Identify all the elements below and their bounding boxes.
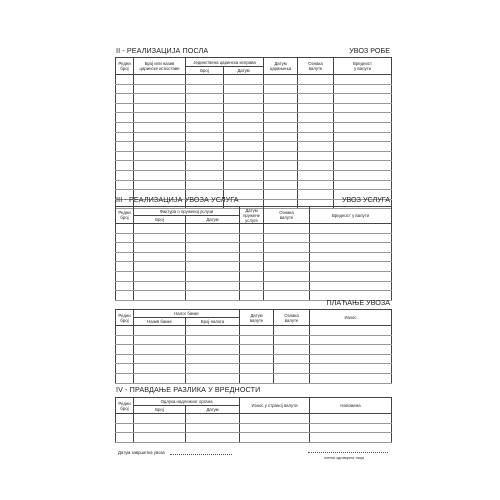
table-row (116, 75, 392, 85)
table-row (116, 335, 392, 345)
blank-cell[interactable] (264, 224, 310, 234)
blank-cell[interactable] (186, 262, 240, 272)
blank-cell[interactable] (134, 281, 186, 291)
section-2-label: УВОЗ РОБЕ (349, 46, 390, 55)
table-row (116, 326, 392, 336)
header-foreign-amount: Износ у страној валути (240, 398, 310, 414)
blank-cell[interactable] (116, 345, 134, 355)
header-order-number: Број налога (186, 318, 240, 326)
table-row (116, 170, 392, 180)
blank-cell[interactable] (116, 414, 134, 424)
blank-cell[interactable] (298, 151, 334, 161)
goods-import-table (115, 57, 392, 209)
blank-cell[interactable] (134, 243, 186, 253)
blank-cell[interactable] (274, 335, 310, 345)
blank-cell[interactable] (186, 122, 224, 132)
blank-cell[interactable] (134, 122, 186, 132)
header-value: Вредност у валути (334, 58, 392, 75)
table-row (116, 373, 392, 383)
table-row (116, 180, 392, 190)
blank-cell[interactable] (240, 281, 264, 291)
header-amount: Износ (310, 310, 392, 326)
header-currency: Ознака валуте (274, 310, 310, 326)
blank-cell[interactable] (186, 142, 224, 152)
blank-cell[interactable] (224, 132, 264, 142)
blank-cell[interactable] (186, 103, 224, 113)
header-ordinal: Редни број (116, 398, 134, 414)
blank-cell[interactable] (134, 345, 186, 355)
blank-cell[interactable] (116, 423, 134, 433)
goods-import-rows (116, 75, 392, 209)
blank-cell[interactable] (186, 414, 240, 424)
blank-cell[interactable] (240, 345, 274, 355)
blank-cell[interactable] (186, 180, 224, 190)
blank-cell[interactable] (116, 180, 134, 190)
blank-cell[interactable] (116, 252, 134, 262)
payment-rows (116, 326, 392, 384)
payment-table (115, 309, 392, 384)
header-customs-document: Јединствена царинска исправа (186, 58, 264, 67)
blank-cell[interactable] (186, 354, 240, 364)
blank-cell[interactable] (186, 433, 240, 443)
blank-cell[interactable] (264, 262, 310, 272)
blank-cell[interactable] (298, 190, 334, 200)
signature-label: потпис одговорног лица (324, 456, 364, 460)
table-row (116, 233, 392, 243)
blank-cell[interactable] (310, 373, 392, 383)
blank-cell[interactable] (116, 262, 134, 272)
header-service-date: Датум пружене услуге (240, 207, 264, 224)
blank-cell[interactable] (264, 94, 298, 104)
header-currency: Ознака валуте (264, 207, 310, 224)
blank-cell[interactable] (264, 190, 298, 200)
section-2-title: II - РЕАЛИЗАЦИЈА ПОСЛА (116, 46, 209, 55)
blank-cell[interactable] (334, 113, 392, 123)
blank-cell[interactable] (274, 373, 310, 383)
table-row (116, 103, 392, 113)
blank-cell[interactable] (310, 354, 392, 364)
blank-cell[interactable] (224, 113, 264, 123)
blank-cell[interactable] (224, 180, 264, 190)
blank-cell[interactable] (224, 84, 264, 94)
blank-cell[interactable] (310, 224, 392, 234)
blank-cell[interactable] (264, 281, 310, 291)
table-row (116, 113, 392, 123)
blank-cell[interactable] (134, 262, 186, 272)
blank-cell[interactable] (116, 142, 134, 152)
blank-cell[interactable] (310, 423, 392, 433)
services-import-table (115, 206, 392, 301)
blank-cell[interactable] (134, 373, 186, 383)
blank-cell[interactable] (186, 373, 240, 383)
blank-cell[interactable] (264, 180, 298, 190)
blank-cell[interactable] (116, 364, 134, 374)
table-row (116, 354, 392, 364)
blank-cell[interactable] (116, 433, 134, 443)
header-ordinal: Редни број (116, 58, 134, 75)
blank-cell[interactable] (240, 326, 274, 336)
blank-cell[interactable] (310, 252, 392, 262)
blank-cell[interactable] (186, 345, 240, 355)
blank-cell[interactable] (186, 151, 224, 161)
blank-cell[interactable] (334, 75, 392, 85)
header-invoice-date: Датум (186, 216, 240, 224)
blank-cell[interactable] (134, 151, 186, 161)
blank-cell[interactable] (116, 75, 134, 85)
blank-cell[interactable] (186, 335, 240, 345)
blank-cell[interactable] (134, 103, 186, 113)
table-row (116, 94, 392, 104)
blank-cell[interactable] (264, 252, 310, 262)
section-3-title: III - РЕАЛИЗАЦИЈА УВОЗА УСЛУГА (116, 195, 239, 204)
header-ordinal: Редни број (116, 310, 134, 326)
table-row (116, 224, 392, 234)
blank-cell[interactable] (298, 180, 334, 190)
blank-cell[interactable] (116, 243, 134, 253)
blank-cell[interactable] (264, 271, 310, 281)
blank-cell[interactable] (298, 113, 334, 123)
header-document-number: Број (186, 67, 224, 75)
blank-cell[interactable] (224, 151, 264, 161)
blank-cell[interactable] (334, 84, 392, 94)
blank-cell[interactable] (334, 170, 392, 180)
value-difference-table (115, 397, 392, 443)
table-row (116, 414, 392, 424)
blank-cell[interactable] (274, 364, 310, 374)
header-invoice: Фактура о пруженој услузи (134, 207, 240, 216)
blank-cell[interactable] (240, 335, 274, 345)
blank-cell[interactable] (134, 75, 186, 85)
blank-cell[interactable] (186, 291, 240, 301)
blank-cell[interactable] (116, 151, 134, 161)
table-row (116, 84, 392, 94)
blank-cell[interactable] (310, 281, 392, 291)
blank-cell[interactable] (116, 281, 134, 291)
blank-cell[interactable] (310, 262, 392, 272)
blank-cell[interactable] (274, 345, 310, 355)
blank-cell[interactable] (310, 433, 392, 443)
blank-cell[interactable] (134, 94, 186, 104)
blank-cell[interactable] (134, 161, 186, 171)
blank-cell[interactable] (116, 335, 134, 345)
blank-cell[interactable] (134, 364, 186, 374)
blank-cell[interactable] (134, 224, 186, 234)
blank-cell[interactable] (224, 94, 264, 104)
blank-cell[interactable] (264, 170, 298, 180)
header-customs-office: Број или назив царинске испоставе (134, 58, 186, 75)
blank-cell[interactable] (264, 233, 310, 243)
blank-cell[interactable] (298, 122, 334, 132)
blank-cell[interactable] (240, 414, 310, 424)
blank-cell[interactable] (134, 170, 186, 180)
blank-cell[interactable] (334, 161, 392, 171)
blank-cell[interactable] (186, 132, 224, 142)
blank-cell[interactable] (134, 132, 186, 142)
blank-cell[interactable] (116, 354, 134, 364)
header-currency: Ознака валуте (298, 58, 334, 75)
table-row (116, 161, 392, 171)
blank-cell[interactable] (134, 252, 186, 262)
blank-cell[interactable] (310, 243, 392, 253)
blank-cell[interactable] (116, 161, 134, 171)
blank-cell[interactable] (186, 364, 240, 374)
blank-cell[interactable] (240, 373, 274, 383)
table-row (116, 243, 392, 253)
blank-cell[interactable] (240, 364, 274, 374)
blank-cell[interactable] (134, 354, 186, 364)
blank-cell[interactable] (186, 271, 240, 281)
blank-cell[interactable] (116, 233, 134, 243)
blank-cell[interactable] (224, 142, 264, 152)
blank-cell[interactable] (116, 224, 134, 234)
blank-cell[interactable] (298, 142, 334, 152)
blank-cell[interactable] (240, 291, 264, 301)
blank-cell[interactable] (310, 271, 392, 281)
blank-cell[interactable] (116, 122, 134, 132)
header-clearance-date: Датум царињења (264, 58, 298, 75)
blank-cell[interactable] (310, 233, 392, 243)
blank-cell[interactable] (186, 170, 224, 180)
completion-date-field[interactable] (170, 454, 232, 455)
blank-cell[interactable] (186, 281, 240, 291)
blank-cell[interactable] (240, 224, 264, 234)
blank-cell[interactable] (116, 326, 134, 336)
blank-cell[interactable] (224, 170, 264, 180)
header-bank-order: Налог банке (134, 310, 240, 318)
services-import-rows (116, 224, 392, 301)
blank-cell[interactable] (240, 354, 274, 364)
blank-cell[interactable] (186, 84, 224, 94)
blank-cell[interactable] (240, 262, 264, 272)
blank-cell[interactable] (240, 433, 310, 443)
blank-cell[interactable] (116, 291, 134, 301)
blank-cell[interactable] (264, 243, 310, 253)
header-bank-name: Назив банке (134, 318, 186, 326)
blank-cell[interactable] (264, 291, 310, 301)
blank-cell[interactable] (240, 233, 264, 243)
blank-cell[interactable] (116, 170, 134, 180)
table-row (116, 132, 392, 142)
blank-cell[interactable] (134, 291, 186, 301)
blank-cell[interactable] (264, 151, 298, 161)
blank-cell[interactable] (186, 113, 224, 123)
blank-cell[interactable] (298, 94, 334, 104)
blank-cell[interactable] (134, 433, 186, 443)
table-row (116, 151, 392, 161)
blank-cell[interactable] (134, 233, 186, 243)
header-note: Напомена (310, 398, 392, 414)
blank-cell[interactable] (186, 252, 240, 262)
blank-cell[interactable] (116, 113, 134, 123)
blank-cell[interactable] (334, 142, 392, 152)
blank-cell[interactable] (116, 373, 134, 383)
header-document-date: Датум (224, 67, 264, 75)
blank-cell[interactable] (310, 335, 392, 345)
blank-cell[interactable] (186, 75, 224, 85)
blank-cell[interactable] (186, 423, 240, 433)
payment-section-label: ПЛАЋАЊЕ УВОЗА (326, 298, 390, 307)
blank-cell[interactable] (298, 170, 334, 180)
blank-cell[interactable] (334, 180, 392, 190)
header-ordinal: Редни број (116, 207, 134, 224)
blank-cell[interactable] (264, 161, 298, 171)
table-row (116, 423, 392, 433)
blank-cell[interactable] (274, 326, 310, 336)
table-row (116, 252, 392, 262)
blank-cell[interactable] (310, 414, 392, 424)
table-row (116, 142, 392, 152)
blank-cell[interactable] (240, 243, 264, 253)
header-authority-decision: Одлука надлежног органа (134, 398, 240, 406)
blank-cell[interactable] (134, 84, 186, 94)
blank-cell[interactable] (186, 243, 240, 253)
value-difference-rows (116, 414, 392, 443)
blank-cell[interactable] (116, 103, 134, 113)
blank-cell[interactable] (298, 103, 334, 113)
blank-cell[interactable] (298, 161, 334, 171)
blank-cell[interactable] (186, 224, 240, 234)
table-row (116, 345, 392, 355)
blank-cell[interactable] (186, 94, 224, 104)
blank-cell[interactable] (134, 335, 186, 345)
blank-cell[interactable] (240, 252, 264, 262)
table-row (116, 281, 392, 291)
blank-cell[interactable] (224, 122, 264, 132)
blank-cell[interactable] (274, 354, 310, 364)
blank-cell[interactable] (310, 364, 392, 374)
blank-cell[interactable] (310, 326, 392, 336)
blank-cell[interactable] (334, 94, 392, 104)
blank-cell[interactable] (298, 84, 334, 94)
blank-cell[interactable] (224, 103, 264, 113)
blank-cell[interactable] (186, 233, 240, 243)
table-row (116, 262, 392, 272)
blank-cell[interactable] (334, 151, 392, 161)
header-value-date: Датум валуте (240, 310, 274, 326)
blank-cell[interactable] (116, 132, 134, 142)
blank-cell[interactable] (264, 113, 298, 123)
blank-cell[interactable] (134, 326, 186, 336)
section-4-title: IV - ПРАВДАЊЕ РАЗЛИКА У ВРЕДНОСТИ (116, 385, 261, 394)
blank-cell[interactable] (116, 271, 134, 281)
blank-cell[interactable] (186, 161, 224, 171)
blank-cell[interactable] (334, 132, 392, 142)
blank-cell[interactable] (224, 161, 264, 171)
table-row (116, 433, 392, 443)
blank-cell[interactable] (134, 142, 186, 152)
blank-cell[interactable] (264, 122, 298, 132)
blank-cell[interactable] (134, 180, 186, 190)
blank-cell[interactable] (264, 132, 298, 142)
header-invoice-number: Број (134, 216, 186, 224)
blank-cell[interactable] (264, 75, 298, 85)
blank-cell[interactable] (334, 122, 392, 132)
table-row (116, 271, 392, 281)
blank-cell[interactable] (224, 75, 264, 85)
table-row (116, 122, 392, 132)
blank-cell[interactable] (116, 94, 134, 104)
blank-cell[interactable] (334, 103, 392, 113)
blank-cell[interactable] (134, 414, 186, 424)
blank-cell[interactable] (134, 113, 186, 123)
header-value: Вредност у валути (310, 207, 392, 224)
section-3-label: УВОЗ УСЛУГА (341, 195, 390, 204)
header-decision-date: Датум (186, 406, 240, 414)
blank-cell[interactable] (310, 345, 392, 355)
signature-line[interactable] (308, 452, 388, 453)
blank-cell[interactable] (116, 84, 134, 94)
completion-date-label: Датум завршетка увоза (118, 450, 165, 455)
form-page (110, 40, 394, 464)
blank-cell[interactable] (264, 84, 298, 94)
blank-cell[interactable] (298, 75, 334, 85)
blank-cell[interactable] (264, 142, 298, 152)
blank-cell[interactable] (186, 326, 240, 336)
blank-cell[interactable] (240, 271, 264, 281)
blank-cell[interactable] (134, 423, 186, 433)
blank-cell[interactable] (264, 103, 298, 113)
table-row (116, 364, 392, 374)
blank-cell[interactable] (240, 423, 310, 433)
blank-cell[interactable] (134, 271, 186, 281)
blank-cell[interactable] (298, 132, 334, 142)
header-decision-number: Број (134, 406, 186, 414)
